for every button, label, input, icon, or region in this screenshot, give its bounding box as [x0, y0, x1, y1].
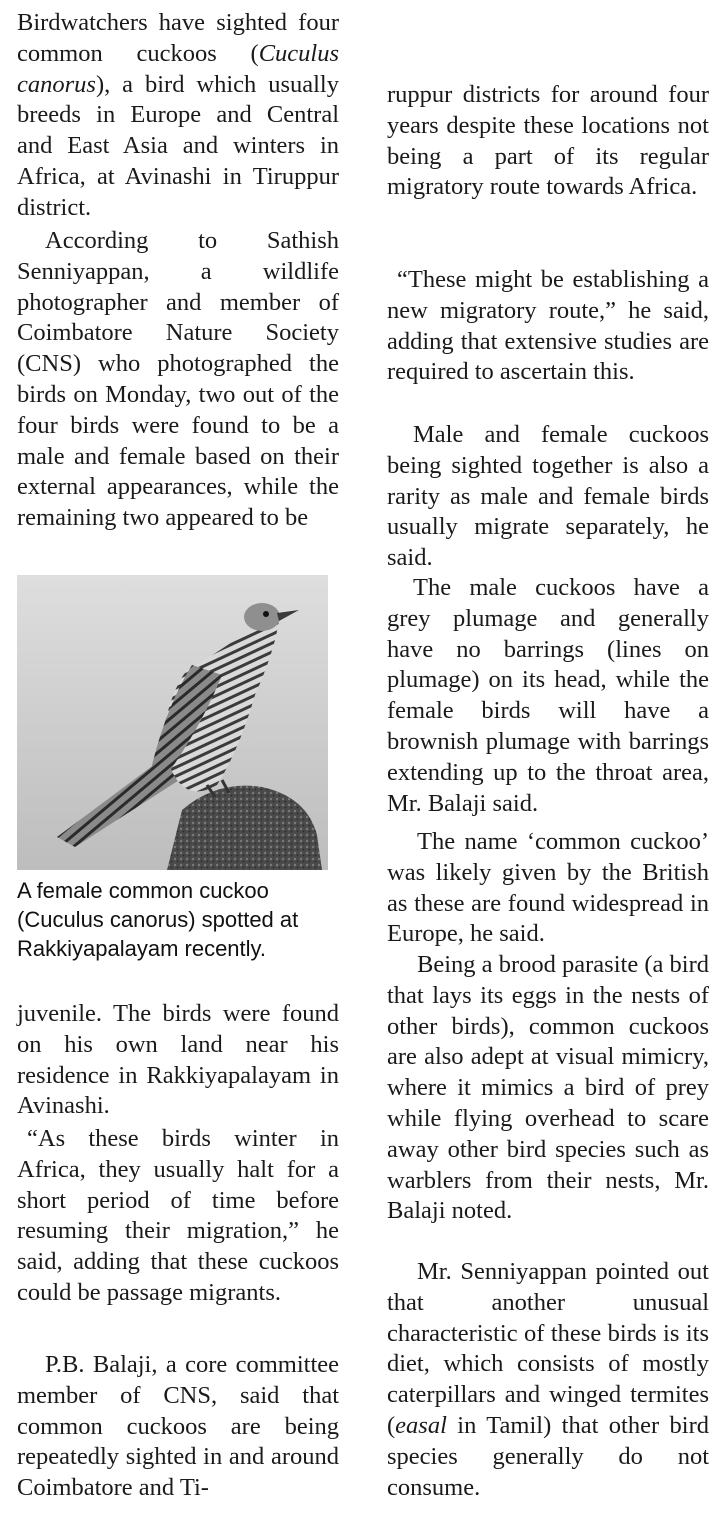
cuckoo-photo	[17, 575, 328, 870]
article-paragraph-1: Birdwatchers have sighted four common cuckoos (Cuculus canorus), a bird which usually breeds in Europe and Central and East Asia and winters in Africa, at Avinashi in Tiruppur district.	[17, 9, 339, 221]
article-paragraph-8: Male and female cuckoos being sighted together is also a rarity as male and female birds usually migrate separately, he said.	[387, 421, 709, 572]
cuckoo-icon	[17, 575, 328, 870]
article-paragraph-11: Being a brood parasite (a bird that lays its eggs in the nests of other birds), common cuckoos are also adept at visual mimicry, where it mimics a bird of prey while flying overhead to scare away other bird species such as warblers from their nests, Mr. Balaji noted.	[387, 951, 709, 1225]
article-paragraph-2: According to Sathish Senniyappan, a wildlife photographer and member of Coimbatore Nature Society (CNS) who photographed the birds on Monday, two out of the four birds were found to be a male and female based on their external appearances, while the remaining two appeared to be	[17, 227, 339, 532]
article-paragraph-3: juvenile. The birds were found on his own land near his residence in Rakkiyapalayam in Avinashi.	[17, 1000, 339, 1120]
article-paragraph-7: “These might be establishing a new migratory route,” he said, adding that extensive studies are required to ascertain this.	[387, 266, 709, 386]
tamil-word: easal	[395, 1411, 447, 1439]
article-paragraph-12: Mr. Senniyappan pointed out that another unusual characteristic of these birds is its diet, which consists of mostly caterpillars and winged termites (easal in Tamil) that other bird species generally do not consume.	[387, 1258, 709, 1501]
article-paragraph-5: P.B. Balaji, a core committee member of CNS, said that common cuckoos are being repeatedly sighted in and around Coimbatore and Ti-	[17, 1351, 339, 1502]
scientific-name: Cuculus canorus	[17, 39, 339, 98]
article-paragraph-4: “As these birds winter in Africa, they usually halt for a short period of time before resuming their migration,” he said, adding that these cuckoos could be passage migrants.	[17, 1125, 339, 1306]
article-paragraph-9: The male cuckoos have a grey plumage and generally have no barrings (lines on plumage) on its head, while the female birds will have a brownish plumage with barrings extending up to the throat area, Mr. Balaji said.	[387, 574, 709, 817]
photo-caption: A female common cuckoo (Cuculus canorus) spotted at Rakkiyapalayam recently.	[17, 878, 299, 961]
article-paragraph-10: The name ‘common cuckoo’ was likely given by the British as these are found widespread in Europe, he said.	[387, 828, 709, 948]
article-paragraph-6: ruppur districts for around four years despite these locations not being a part of its regular migratory route towards Africa.	[387, 81, 709, 201]
